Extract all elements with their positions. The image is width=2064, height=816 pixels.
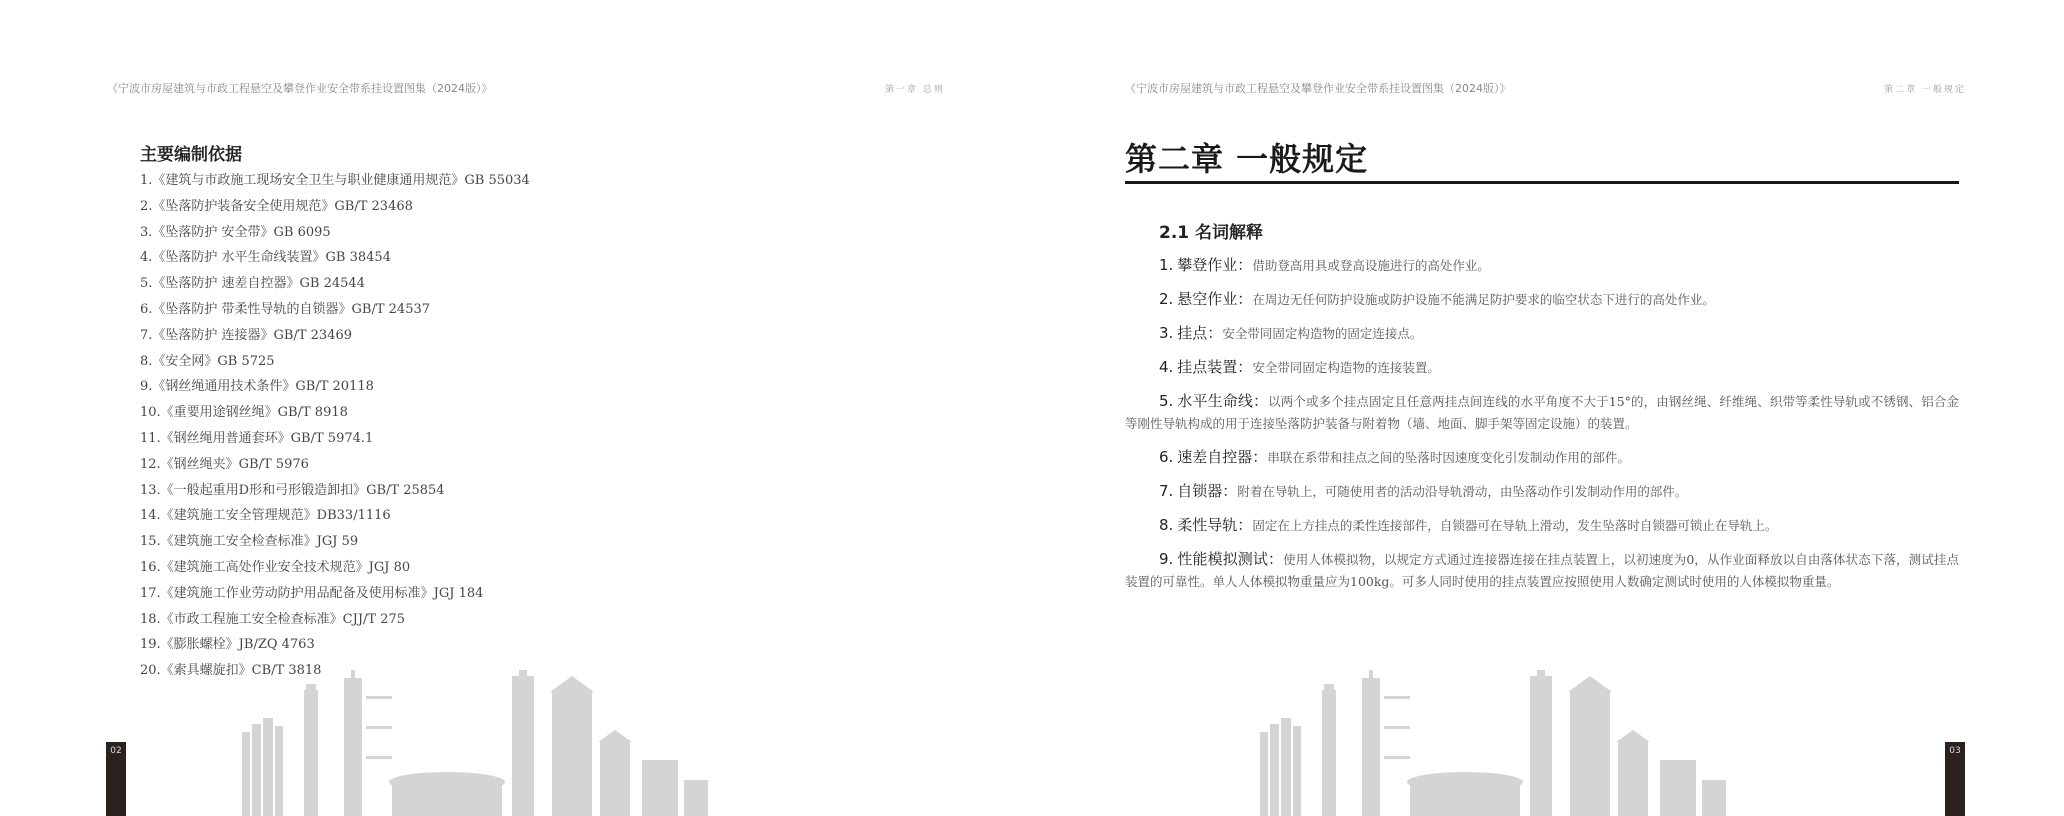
definition-text: 借助登高用具或登高设施进行的高处作业。 (1252, 258, 1490, 273)
definition-number: 8. (1159, 516, 1174, 534)
section-heading: 主要编制依据 (140, 145, 242, 165)
definition-text: 安全带同固定构造物的固定连接点。 (1222, 326, 1423, 341)
definition-number: 3. (1159, 324, 1174, 342)
definition-item (1125, 480, 1959, 503)
definition-item (1125, 288, 1959, 311)
right-page (1032, 0, 2064, 816)
definition-item (1125, 446, 1959, 469)
skyline-illustration (1250, 670, 1850, 816)
definition-term: 自锁器： (1177, 482, 1238, 500)
definition-item (1125, 356, 1959, 379)
definition-text: 使用人体模拟物，以规定方式通过连接器连接在挂点装置上，以初速度为0，从作业面释放以自由落体状态下落，测试挂点装置的可靠性。单人人体模拟物重量应为100kg。可多人同时使用的挂点装置应按照使用人数确定测试时使用的人体模拟物重量。 (1125, 552, 1959, 589)
reference-item: 5.《坠落防护 速差自控器》GB 24544 (140, 276, 365, 292)
page-number-tab (106, 742, 126, 816)
definition-item (1125, 390, 1959, 435)
definition-term: 性能模拟测试： (1177, 550, 1284, 568)
definition-term: 挂点装置： (1177, 358, 1253, 376)
reference-list (140, 168, 530, 684)
definition-item (1125, 322, 1959, 345)
skyline-illustration (232, 670, 832, 816)
definition-number: 1. (1159, 256, 1174, 274)
definition-term: 悬空作业： (1177, 290, 1253, 308)
reference-item: 1.《建筑与市政施工现场安全卫生与职业健康通用规范》GB 55034 (140, 173, 530, 188)
definition-term: 速差自控器： (1177, 448, 1268, 466)
definition-number: 7. (1159, 482, 1174, 500)
reference-item: 14.《建筑施工安全管理规范》DB33/1116 (140, 508, 391, 524)
running-chapter: 第二章 一般规定 (1884, 85, 1966, 95)
definition-item (1125, 548, 1959, 593)
definition-text: 固定在上方挂点的柔性连接部件，自锁器可在导轨上滑动，发生坠落时自锁器可锁止在导轨上。 (1252, 518, 1778, 533)
definition-term: 攀登作业： (1177, 256, 1253, 274)
definition-number: 4. (1159, 358, 1174, 376)
definition-number: 2. (1159, 290, 1174, 308)
reference-item: 9.《钢丝绳通用技术条件》GB/T 20118 (140, 379, 374, 395)
reference-item: 18.《市政工程施工安全检查标准》CJJ/T 275 (140, 611, 406, 627)
reference-item: 6.《坠落防护 带柔性导轨的自锁器》GB/T 24537 (140, 301, 431, 317)
reference-item: 15.《建筑施工安全检查标准》JGJ 59 (140, 534, 359, 550)
reference-item: 16.《建筑施工高处作业安全技术规范》JGJ 80 (140, 559, 411, 575)
definition-number: 9. (1159, 550, 1174, 568)
page-number: 03 (1949, 746, 1961, 756)
reference-item: 12.《钢丝绳夹》GB/T 5976 (140, 456, 309, 472)
reference-item: 10.《重要用途钢丝绳》GB/T 8918 (140, 405, 348, 421)
page-number: 02 (110, 746, 122, 756)
definition-item (1125, 254, 1959, 277)
page-number-tab (1945, 742, 1965, 816)
running-chapter: 第一章 总则 (885, 85, 945, 95)
running-header: 《宁波市房屋建筑与市政工程悬空及攀登作业安全带系挂设置图集（2024版）》 (1125, 82, 1511, 95)
running-header: 《宁波市房屋建筑与市政工程悬空及攀登作业安全带系挂设置图集（2024版）》 (107, 82, 493, 95)
reference-item: 3.《坠落防护 安全带》GB 6095 (140, 224, 331, 240)
definition-term: 挂点： (1177, 324, 1223, 342)
chapter-title: 第二章 一般规定 (1125, 140, 1369, 178)
reference-item: 20.《索具螺旋扣》CB/T 3818 (140, 663, 322, 679)
reference-item: 4.《坠落防护 水平生命线装置》GB 38454 (140, 250, 391, 266)
definition-text: 安全带同固定构造物的连接装置。 (1252, 360, 1440, 375)
reference-item: 8.《安全网》GB 5725 (140, 353, 275, 369)
definition-text: 以两个或多个挂点固定且任意两挂点间连线的水平角度不大于15°的，由钢丝绳、纤维绳、织带等柔性导轨或不锈钢、铝合金等刚性导轨构成的用于连接坠落防护装备与附着物（墙、地面、脚手架等固定设施）的装置。 (1125, 394, 1959, 431)
reference-item: 13.《一般起重用D形和弓形锻造卸扣》GB/T 25854 (140, 482, 445, 498)
definition-item (1125, 514, 1959, 537)
reference-item: 11.《钢丝绳用普通套环》GB/T 5974.1 (140, 430, 374, 446)
definition-term: 柔性导轨： (1177, 516, 1253, 534)
reference-item: 17.《建筑施工作业劳动防护用品配备及使用标准》JGJ 184 (140, 585, 484, 601)
chapter-rule (1125, 181, 1959, 184)
reference-item: 7.《坠落防护 连接器》GB/T 23469 (140, 327, 353, 343)
definition-text: 在周边无任何防护设施或防护设施不能满足防护要求的临空状态下进行的高处作业。 (1252, 292, 1715, 307)
reference-item: 2.《坠落防护装备安全使用规范》GB/T 23468 (140, 198, 413, 214)
definition-number: 6. (1159, 448, 1174, 466)
reference-item: 19.《膨胀螺栓》JB/ZQ 4763 (140, 637, 315, 653)
sub-heading: 2.1 名词解释 (1159, 223, 1264, 243)
definition-text: 串联在系带和挂点之间的坠落时因速度变化引发制动作用的部件。 (1267, 450, 1630, 465)
definition-list (1125, 254, 1959, 604)
definition-text: 附着在导轨上，可随使用者的活动沿导轨滑动，由坠落动作引发制动作用的部件。 (1237, 484, 1688, 499)
definition-term: 水平生命线： (1177, 392, 1269, 410)
definition-number: 5. (1159, 392, 1174, 410)
